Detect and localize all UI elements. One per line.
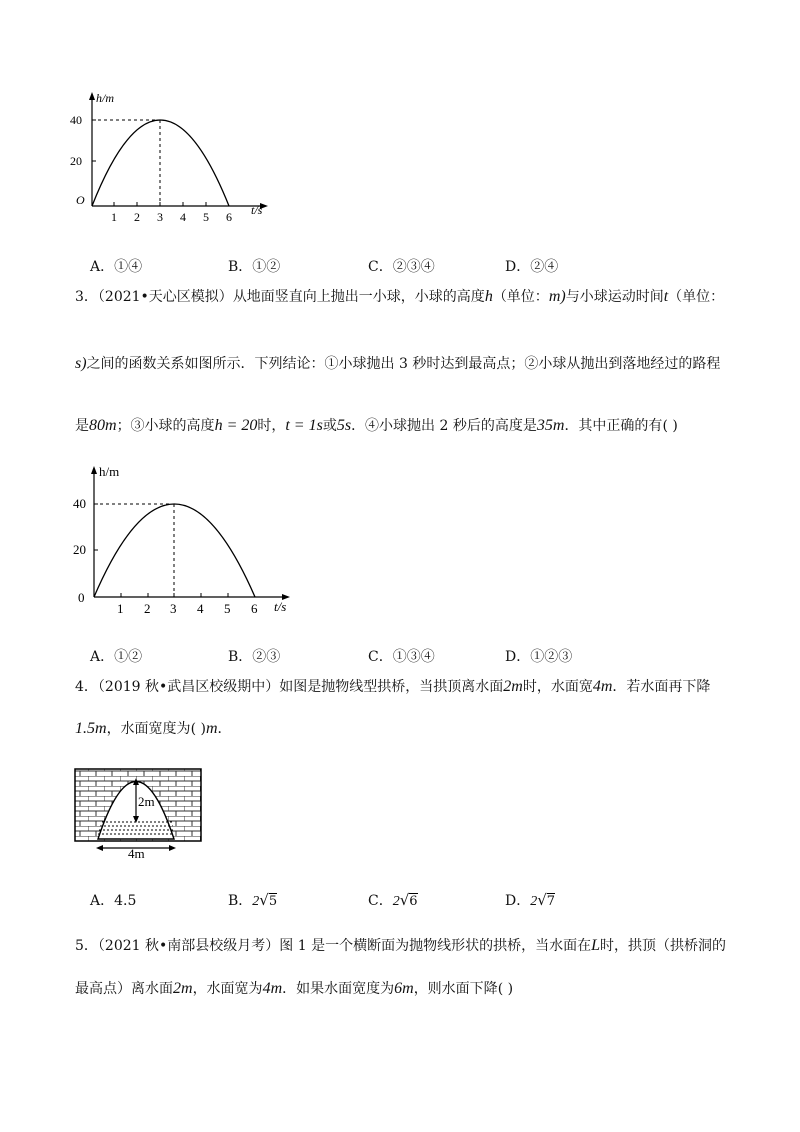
- graph2-ytick-20: 20: [73, 542, 86, 557]
- graph2-xtick: 6: [251, 601, 258, 616]
- q2-option-d: D．②④: [505, 259, 559, 275]
- graph1-xtick: 5: [203, 210, 209, 224]
- graph1-xtick: 6: [226, 210, 232, 224]
- q4-option-b: B．2√5: [228, 891, 278, 909]
- q4-option-c: C．2√6: [368, 891, 418, 909]
- q4-line-2: 1.5m，水面宽度为( )m．: [75, 720, 232, 737]
- graph2-xlabel: t/s: [274, 599, 287, 614]
- graph1-ytick-40: 40: [70, 113, 82, 127]
- graph2-ylabel: h/m: [99, 464, 120, 479]
- q3-line-1: 3．（2021•天心区模拟）从地面竖直向上抛出一小球，小球的高度h（单位：m)与小球运动时间t（单位：: [75, 288, 725, 305]
- graph1-origin: O: [76, 193, 85, 207]
- q5-line-2: 最高点）离水面2m，水面宽为4m．如果水面宽度为6m，则水面下降( ): [75, 980, 514, 997]
- graph1-xtick: 4: [180, 210, 186, 224]
- q3-option-a: A．①②: [90, 649, 143, 665]
- graph2-xtick: 2: [144, 601, 151, 616]
- graph1-ylabel: h/m: [96, 91, 114, 105]
- q4-option-a: A．4.5: [90, 893, 137, 909]
- graph1-xtick: 3: [157, 210, 163, 224]
- q3-line-2: s)之间的函数关系如图所示．下列结论：①小球抛出 3 秒时达到最高点；②小球从抛出到落地经过的路程: [75, 355, 721, 372]
- q3-option-d: D．①②③: [505, 649, 573, 665]
- q2-option-a: A．①④: [90, 259, 143, 275]
- graph-2: [72, 462, 302, 617]
- graph1-xtick: 1: [111, 210, 117, 224]
- graph2-origin: 0: [78, 590, 85, 605]
- graph2-xtick: 5: [224, 601, 231, 616]
- graph2-xtick: 3: [170, 601, 177, 616]
- q4-option-d: D．2√7: [505, 891, 556, 909]
- bridge-height-label: 2m: [138, 794, 155, 809]
- graph2-xtick: 1: [117, 601, 124, 616]
- graph1-xtick: 2: [134, 210, 140, 224]
- graph1-xlabel: t/s: [251, 203, 263, 217]
- graph-1: [68, 88, 278, 228]
- q3-option-c: C．①③④: [368, 649, 435, 665]
- q3-line-3: 是80m；③小球的高度h = 20时，t = 1s或5s．④小球抛出 2 秒后的高度是35m．其中正确的有( ): [75, 417, 678, 434]
- q2-option-b: B．①②: [228, 259, 281, 275]
- bridge-width-label: 4m: [128, 846, 145, 858]
- graph2-xtick: 4: [197, 601, 204, 616]
- q2-option-c: C．②③④: [368, 259, 435, 275]
- bridge-figure: [72, 766, 204, 858]
- q3-option-b: B．②③: [228, 649, 281, 665]
- q4-line-1: 4．（2019 秋•武昌区校级期中）如图是抛物线型拱桥，当拱顶离水面2m时，水面宽4m．若水面再下降: [75, 678, 711, 695]
- graph2-ytick-40: 40: [73, 496, 86, 511]
- q5-line-1: 5．（2021 秋•南部县校级月考）图 1 是一个横断面为抛物线形状的拱桥，当水面在L时，拱顶（拱桥洞的: [75, 937, 726, 954]
- graph1-ytick-20: 20: [70, 154, 82, 168]
